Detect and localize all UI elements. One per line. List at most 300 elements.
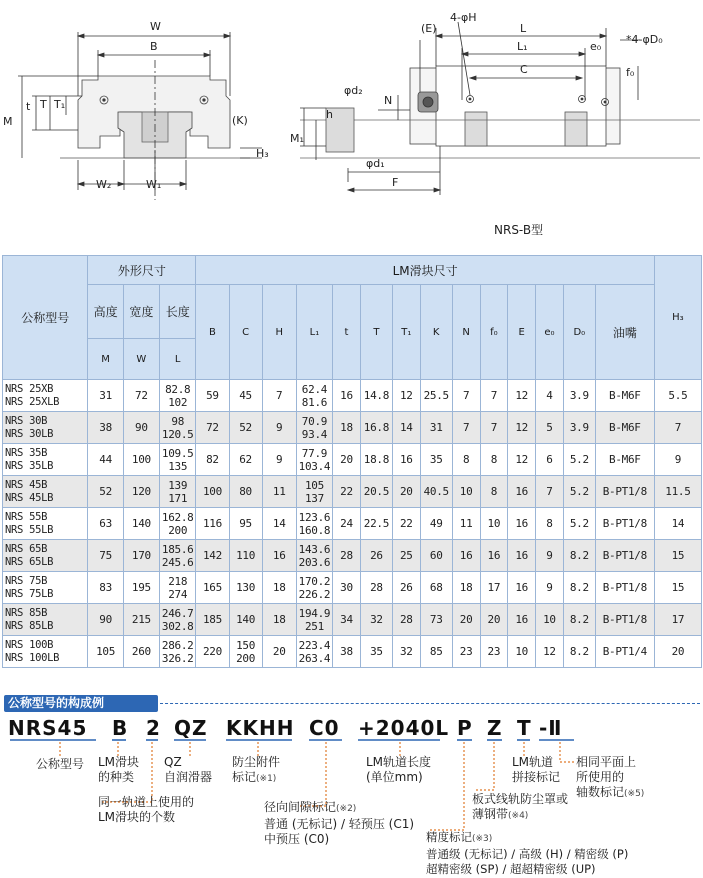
cell-e: 12 (508, 444, 536, 476)
cell-b: 72 (196, 412, 229, 444)
cell-model (3, 636, 88, 668)
cell-b: 82 (196, 444, 229, 476)
header-sym-E: E (508, 285, 536, 380)
cell-c: 62 (229, 444, 262, 476)
table-row (3, 540, 702, 572)
cell-l1-line: 103.4 (298, 459, 331, 473)
cell-e0: 12 (536, 636, 564, 668)
cell-model-line: NRS 35LB (5, 459, 54, 472)
cell-d0: 3.9 (563, 412, 595, 444)
spec-table (2, 255, 702, 668)
dim-T-label: T (40, 98, 47, 111)
cell-model-line: NRS 55LB (5, 523, 54, 536)
cell-l1-line: 77.9 (301, 446, 328, 460)
cell-t: 38 (333, 636, 361, 668)
label-z-line1: 板式线轨防尘罩或 (472, 792, 569, 806)
cell-l-line: 109.5 (161, 446, 194, 460)
cell-l-line: 102 (168, 395, 188, 409)
cell-h: 16 (262, 540, 296, 572)
cell-b: 220 (196, 636, 229, 668)
cell-h3: 20 (654, 636, 701, 668)
cell-n: 18 (452, 572, 480, 604)
cell-l1 (296, 412, 332, 444)
cell-oil: B-PT1/8 (595, 508, 654, 540)
dim-T1-label: T₁ (54, 98, 66, 111)
cell-l1 (296, 604, 332, 636)
cell-l1-line: 93.4 (301, 427, 328, 441)
label-rail-length-line2: (单位mm) (366, 770, 423, 784)
cell-oil: B-PT1/8 (595, 476, 654, 508)
cell-l1 (296, 444, 332, 476)
label-seal (232, 755, 280, 787)
cell-oil: B-M6F (595, 412, 654, 444)
label-z-line2: 薄钢带 (472, 807, 509, 821)
cell-m: 44 (88, 444, 123, 476)
cell-k: 68 (420, 572, 452, 604)
cell-l-line: 326.2 (161, 651, 194, 665)
cell-m: 105 (88, 636, 123, 668)
code-axis: -Ⅱ (539, 716, 563, 740)
cell-n: 16 (452, 540, 480, 572)
cell-l-line: 200 (168, 523, 188, 537)
cell-l1-line: 137 (304, 491, 324, 505)
cell-oil: B-PT1/4 (595, 636, 654, 668)
cell-e0: 9 (536, 540, 564, 572)
cell-e0: 5 (536, 412, 564, 444)
table-row (3, 508, 702, 540)
cell-model-line: NRS 25XB (5, 382, 54, 395)
cell-c-line: 150 (236, 638, 256, 652)
label-accuracy (426, 830, 628, 877)
dim-N-label: N (384, 94, 393, 107)
cell-e: 10 (508, 636, 536, 668)
dim-M-label: M (3, 115, 13, 128)
cell-oil: B-M6F (595, 380, 654, 412)
cell-t: 34 (333, 604, 361, 636)
code-qz: QZ (174, 716, 208, 740)
label-joint-line2: 拼接标记 (512, 770, 561, 784)
header-sym-M: M (88, 339, 123, 380)
cell-t1: 12 (392, 380, 420, 412)
code-accuracy: P (457, 716, 473, 740)
header-sym-C: C (229, 285, 262, 380)
cell-model (3, 444, 88, 476)
cell-e: 16 (508, 508, 536, 540)
cell-w: 72 (123, 380, 159, 412)
cell-c: 95 (229, 508, 262, 540)
cell-l1 (296, 636, 332, 668)
cell-t: 30 (333, 572, 361, 604)
cell-f0: 8 (480, 444, 508, 476)
header-length: 长度 (160, 285, 196, 339)
cell-t: 18.8 (360, 444, 392, 476)
cell-l-line: 245.6 (161, 555, 194, 569)
front-view (3, 20, 269, 200)
type-label: NRS-B型 (494, 223, 544, 237)
cell-f0: 10 (480, 508, 508, 540)
code-block-type: B (112, 716, 129, 740)
cell-model-line: NRS 100B (5, 638, 54, 651)
example-title: 公称型号的构成例 (4, 695, 158, 712)
cell-h: 7 (262, 380, 296, 412)
cell-w: 90 (123, 412, 159, 444)
dim-M1-label: M₁ (290, 132, 304, 145)
cell-f0: 7 (480, 380, 508, 412)
cell-t1: 32 (392, 636, 420, 668)
cell-l1-line: 194.9 (298, 606, 331, 620)
cell-l1 (296, 380, 332, 412)
cell-k: 49 (420, 508, 452, 540)
cell-k: 60 (420, 540, 452, 572)
cell-l (160, 540, 196, 572)
header-sym-W: W (123, 339, 159, 380)
cell-h3: 17 (654, 604, 701, 636)
label-seal-note: (※1) (256, 774, 277, 784)
label-axis-line3: 轴数标记 (576, 785, 625, 799)
cell-m: 38 (88, 412, 123, 444)
cell-k: 25.5 (420, 380, 452, 412)
cell-model (3, 508, 88, 540)
header-sym-H: H (262, 285, 296, 380)
header-oil: 油嘴 (595, 285, 654, 380)
cell-l1-line: 143.6 (298, 542, 331, 556)
header-h3: H₃ (654, 256, 701, 380)
divider (155, 703, 700, 704)
cell-k: 35 (420, 444, 452, 476)
label-count (98, 795, 194, 825)
cell-m: 31 (88, 380, 123, 412)
dim-B-label: B (150, 40, 158, 53)
cell-b: 59 (196, 380, 229, 412)
cell-l1-line: 226.2 (298, 587, 331, 601)
cell-b: 165 (196, 572, 229, 604)
cell-f0: 17 (480, 572, 508, 604)
label-axis-line1: 相同平面上 (576, 755, 637, 769)
label-axis-note: (※5) (624, 789, 645, 799)
cell-n: 20 (452, 604, 480, 636)
label-clearance (264, 800, 414, 847)
cell-l (160, 412, 196, 444)
label-count-line1: 同一轨道上使用的 (98, 795, 195, 809)
cell-model-line: NRS 65B (5, 542, 48, 555)
cell-d0: 8.2 (563, 604, 595, 636)
cell-e: 12 (508, 412, 536, 444)
label-axis (576, 755, 644, 802)
cell-h: 18 (262, 604, 296, 636)
dim-E-label: (E) (421, 22, 437, 35)
cell-t: 32 (360, 604, 392, 636)
cell-w: 170 (123, 540, 159, 572)
cell-t: 28 (360, 572, 392, 604)
label-z-note: (※4) (508, 811, 529, 821)
cell-m: 83 (88, 572, 123, 604)
table-row (3, 572, 702, 604)
cell-w: 120 (123, 476, 159, 508)
dim-H3-label: H₃ (256, 147, 269, 160)
label-accuracy-opts2: 超精密级 (SP) / 超超精密级 (UP) (426, 862, 596, 876)
cell-f0: 23 (480, 636, 508, 668)
header-sym-B: B (196, 285, 229, 380)
cell-h: 18 (262, 572, 296, 604)
cell-h3: 11.5 (654, 476, 701, 508)
cell-e0: 8 (536, 508, 564, 540)
cell-t1: 25 (392, 540, 420, 572)
cell-t: 18 (333, 412, 361, 444)
cell-model-line: NRS 35B (5, 446, 48, 459)
cell-n: 7 (452, 380, 480, 412)
cell-e: 16 (508, 572, 536, 604)
cell-m: 63 (88, 508, 123, 540)
cell-l-line: 171 (168, 491, 188, 505)
cell-f0: 7 (480, 412, 508, 444)
dim-t-label: t (26, 100, 31, 113)
dim-W-label: W (150, 20, 161, 33)
cell-l (160, 508, 196, 540)
dim-L1-label: L₁ (517, 40, 528, 53)
cell-d0: 8.2 (563, 636, 595, 668)
cell-h: 9 (262, 412, 296, 444)
header-sym-L: L (160, 339, 196, 380)
cell-d0: 8.2 (563, 572, 595, 604)
cell-h: 9 (262, 444, 296, 476)
dim-4H-label: 4-φH (450, 11, 477, 24)
cell-k: 40.5 (420, 476, 452, 508)
cell-h3: 5.5 (654, 380, 701, 412)
cell-w: 100 (123, 444, 159, 476)
cell-oil: B-PT1/8 (595, 540, 654, 572)
cell-l1-line: 223.4 (298, 638, 331, 652)
cell-l-line: 185.6 (161, 542, 194, 556)
label-rail-length (366, 755, 431, 785)
cell-l (160, 444, 196, 476)
label-block-type-line1: LM滑块 (98, 755, 140, 769)
cell-model-line: NRS 30B (5, 414, 48, 427)
cell-l-line: 135 (168, 459, 188, 473)
cell-l-line: 98 (171, 414, 185, 428)
cell-t: 20 (333, 444, 361, 476)
cell-h: 14 (262, 508, 296, 540)
cell-l-line: 162.8 (161, 510, 194, 524)
cell-model-line: NRS 45LB (5, 491, 54, 504)
cell-l-line: 218 (168, 574, 188, 588)
cell-l1-line: 62.4 (301, 382, 328, 396)
cell-c: 45 (229, 380, 262, 412)
cell-l1-line: 105 (304, 478, 324, 492)
cell-h: 11 (262, 476, 296, 508)
cell-w: 140 (123, 508, 159, 540)
cell-d0: 5.2 (563, 508, 595, 540)
cell-t1: 28 (392, 604, 420, 636)
cell-e0: 4 (536, 380, 564, 412)
cell-n: 10 (452, 476, 480, 508)
spec-table-body (3, 380, 702, 668)
dim-W2-label: W₂ (96, 178, 112, 191)
cell-m: 90 (88, 604, 123, 636)
cell-l1-line: 263.4 (298, 651, 331, 665)
cell-h3: 9 (654, 444, 701, 476)
cell-t: 22.5 (360, 508, 392, 540)
cell-e0: 10 (536, 604, 564, 636)
cell-model-line: NRS 100LB (5, 651, 60, 664)
cell-d0: 8.2 (563, 540, 595, 572)
cell-model-line: NRS 85LB (5, 619, 54, 632)
cell-model-line: NRS 25XLB (5, 395, 60, 408)
cell-l-line: 139 (168, 478, 188, 492)
code-seal: KKHH (226, 716, 295, 740)
cell-oil: B-PT1/8 (595, 572, 654, 604)
cell-w: 260 (123, 636, 159, 668)
header-sym-D0: D₀ (563, 285, 595, 380)
header-sym-f0: f₀ (480, 285, 508, 380)
cell-l-line: 120.5 (161, 427, 194, 441)
label-clearance-opts1: 普通 (无标记) / 轻预压 (C1) (264, 817, 415, 831)
cell-h3: 14 (654, 508, 701, 540)
cell-t: 16.8 (360, 412, 392, 444)
label-accuracy-note: (※3) (472, 834, 493, 844)
table-row (3, 604, 702, 636)
cell-l1-line: 81.6 (301, 395, 328, 409)
cell-model (3, 412, 88, 444)
cell-e0: 9 (536, 572, 564, 604)
label-model: 公称型号 (36, 757, 85, 771)
cell-e0: 7 (536, 476, 564, 508)
cell-l (160, 636, 196, 668)
cell-c: 80 (229, 476, 262, 508)
table-row (3, 380, 702, 412)
cell-model-line: NRS 55B (5, 510, 48, 523)
dim-e0-label: e₀ (590, 40, 602, 53)
cell-t: 26 (360, 540, 392, 572)
cell-l1 (296, 508, 332, 540)
cell-t: 20.5 (360, 476, 392, 508)
label-seal-line2: 标记 (232, 770, 257, 784)
cell-t1: 14 (392, 412, 420, 444)
header-width: 宽度 (123, 285, 159, 339)
label-clearance-title: 径向间隙标记 (264, 800, 337, 814)
header-model: 公称型号 (3, 256, 88, 380)
cell-l-line: 82.8 (165, 382, 191, 396)
cell-f0: 8 (480, 476, 508, 508)
dim-d2-label: φd₂ (344, 84, 363, 97)
cell-t: 35 (360, 636, 392, 668)
cell-t: 22 (333, 476, 361, 508)
label-clearance-opts2: 中预压 (C0) (264, 832, 330, 846)
cell-l (160, 380, 196, 412)
header-block-dims: LM滑块尺寸 (196, 256, 654, 285)
cell-n: 7 (452, 412, 480, 444)
header-outer-dims: 外形尺寸 (88, 256, 196, 285)
label-joint (512, 755, 560, 785)
label-qz-line1: QZ (164, 755, 182, 769)
cell-d0: 3.9 (563, 380, 595, 412)
cell-t: 28 (333, 540, 361, 572)
label-z (472, 792, 568, 824)
cell-n: 23 (452, 636, 480, 668)
cell-c (229, 636, 262, 668)
header-height: 高度 (88, 285, 123, 339)
cell-b: 142 (196, 540, 229, 572)
cell-k: 31 (420, 412, 452, 444)
label-seal-line1: 防尘附件 (232, 755, 281, 769)
cell-n: 11 (452, 508, 480, 540)
cell-b: 116 (196, 508, 229, 540)
code-rail-length: +2040L (358, 716, 450, 740)
cell-model-line: NRS 75LB (5, 587, 54, 600)
label-count-line2: LM滑块的个数 (98, 810, 176, 824)
cell-n: 8 (452, 444, 480, 476)
cell-h3: 7 (654, 412, 701, 444)
header-sym-L1: L₁ (296, 285, 332, 380)
code-clearance: C0 (309, 716, 340, 740)
label-block-type-line2: 的种类 (98, 770, 135, 784)
header-sym-N: N (452, 285, 480, 380)
cell-l-line: 302.8 (161, 619, 194, 633)
dim-C-label: C (520, 63, 528, 76)
cell-f0: 16 (480, 540, 508, 572)
cell-w: 215 (123, 604, 159, 636)
technical-drawing (0, 0, 703, 255)
cell-h3: 15 (654, 540, 701, 572)
table-row (3, 636, 702, 668)
cell-l1-line: 251 (304, 619, 324, 633)
dim-f0-label: f₀ (626, 66, 635, 79)
label-qz-line2: 自润滑器 (164, 770, 213, 784)
cell-c: 52 (229, 412, 262, 444)
cell-k: 73 (420, 604, 452, 636)
cell-k: 85 (420, 636, 452, 668)
cell-l-line: 274 (168, 587, 188, 601)
dim-W1-label: W₁ (146, 178, 162, 191)
cell-c-line: 200 (236, 651, 256, 665)
cell-t1: 26 (392, 572, 420, 604)
cell-l-line: 246.7 (161, 606, 194, 620)
label-rail-length-line1: LM轨道长度 (366, 755, 432, 769)
label-axis-line2: 所使用的 (576, 770, 625, 784)
cell-b: 100 (196, 476, 229, 508)
cell-model-line: NRS 65LB (5, 555, 54, 568)
code-model: NRS45 (8, 716, 88, 740)
cell-l1-line: 123.6 (298, 510, 331, 524)
cell-l-line: 286.2 (161, 638, 194, 652)
table-row (3, 476, 702, 508)
cell-t: 14.8 (360, 380, 392, 412)
cell-e: 16 (508, 540, 536, 572)
dim-h-label: h (326, 108, 333, 121)
cell-l (160, 604, 196, 636)
cell-l1-line: 160.8 (298, 523, 331, 537)
cell-c: 130 (229, 572, 262, 604)
dim-F-label: F (392, 176, 399, 189)
cell-l1-line: 70.9 (301, 414, 328, 428)
cell-h3: 15 (654, 572, 701, 604)
dim-L-label: L (520, 22, 527, 35)
cell-f0: 20 (480, 604, 508, 636)
cell-h: 20 (262, 636, 296, 668)
cell-l (160, 572, 196, 604)
label-joint-line1: LM轨道 (512, 755, 554, 769)
cell-model (3, 572, 88, 604)
cell-d0: 5.2 (563, 444, 595, 476)
cell-l1-line: 203.6 (298, 555, 331, 569)
cell-model-line: NRS 45B (5, 478, 48, 491)
cell-w: 195 (123, 572, 159, 604)
cell-e: 16 (508, 604, 536, 636)
cell-t1: 20 (392, 476, 420, 508)
label-accuracy-opts1: 普通级 (无标记) / 高级 (H) / 精密级 (P) (426, 847, 629, 861)
cell-model-line: NRS 75B (5, 574, 48, 587)
cell-t: 16 (333, 380, 361, 412)
label-qz (164, 755, 212, 785)
